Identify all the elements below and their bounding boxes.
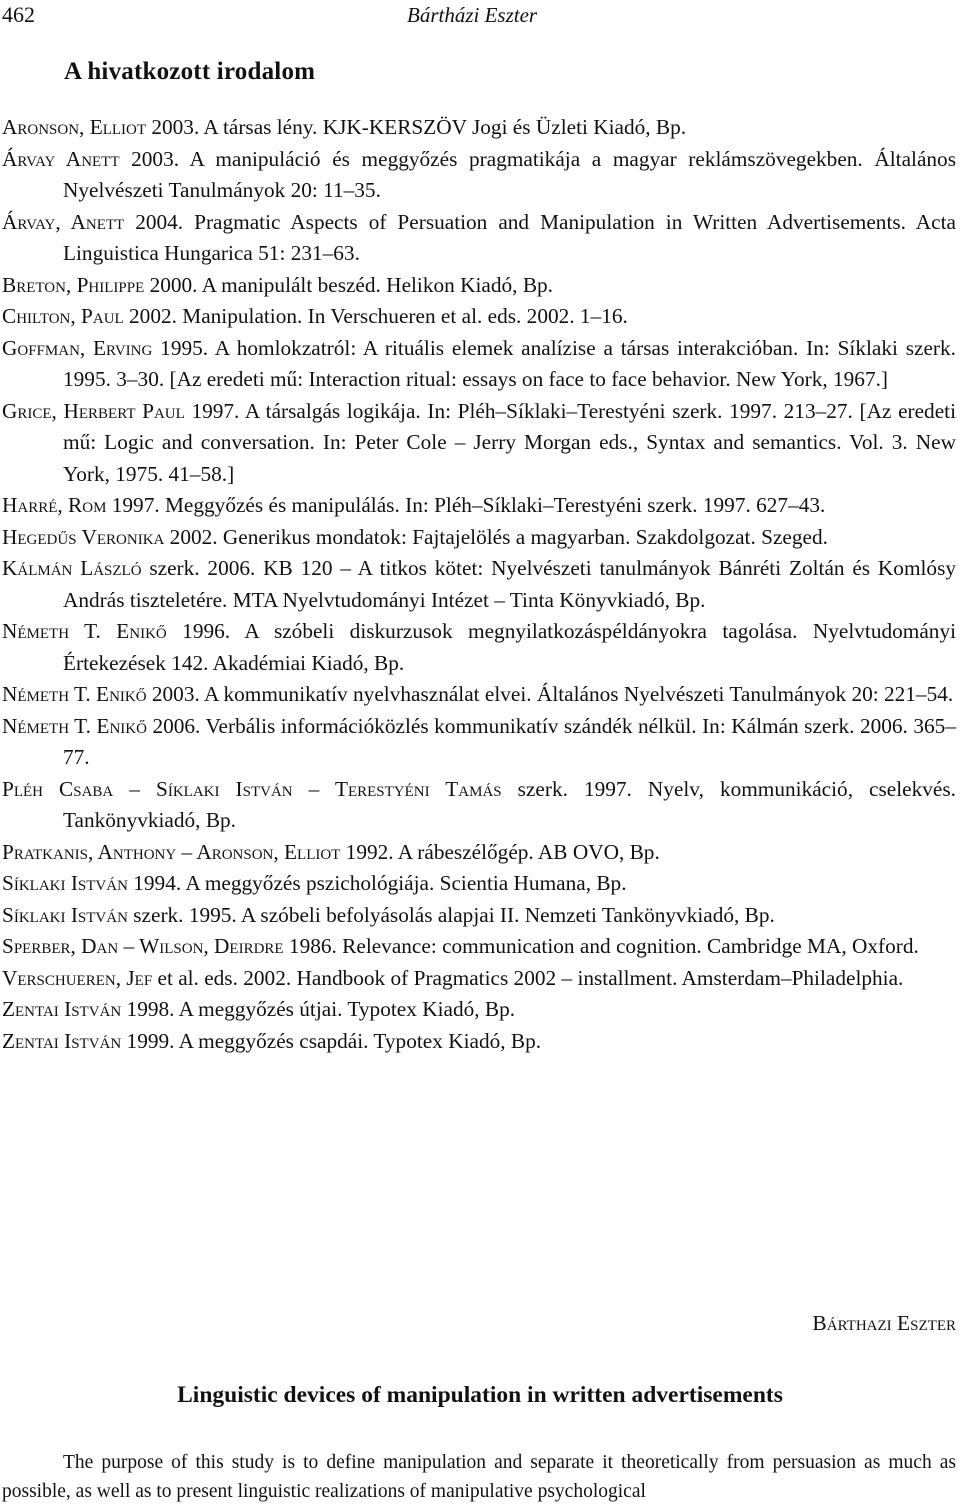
reference-text: 2000. A manipulált beszéd. Helikon Kiadó, Bp. — [144, 272, 553, 297]
reference-text: 2002. Manipulation. In Verschueren et al. eds. 2002. 1–16. — [123, 304, 628, 328]
page-number: 462 — [2, 2, 35, 27]
reference-author: Goffman, Erving — [2, 335, 153, 360]
reference-author: Pléh Csaba – Síklaki István – Terestyéni Tamás — [2, 776, 502, 801]
reference-item — [2, 868, 956, 900]
reference-item — [2, 396, 956, 491]
reference-text: 1998. A meggyőzés útjai. Typotex Kiadó, Bp. — [121, 997, 516, 1021]
page-header — [0, 0, 960, 32]
reference-item — [2, 301, 956, 333]
reference-text: 2003. A társas lény. KJK-KERSZÖV Jogi és Üzleti Kiadó, Bp. — [146, 115, 687, 139]
reference-text: szerk. 1997. Nyelv, kommunikáció, cselekvés. Tankönyvkiadó, Bp. — [63, 776, 956, 832]
reference-item — [2, 931, 956, 963]
reference-text: szerk. 2006. KB 120 – A titkos kötet: Nyelvészeti tanulmányok Bánréti Zoltán és Komlósy András tiszteletére. MTA Nyelvtudományi Intézet – Tinta Könyvkiadó, Bp. — [63, 556, 957, 612]
reference-author: Verschueren, Jef — [2, 965, 153, 990]
reference-text: 1995. A homlokzatról: A rituális elemek analízise a társas interakcióban. In: Síklaki szerk. 1995. 3–30. [Az eredeti mű: Interaction ritual: essays on face to face behavior. New York, 1967.] — [63, 335, 956, 391]
reference-text: 1986. Relevance: communication and cognition. Cambridge MA, Oxford. — [283, 934, 919, 958]
reference-text: 1992. A rábeszélőgép. AB OVO, Bp. — [340, 839, 660, 864]
abstract-title: Linguistic devices of manipulation in written advertisements — [177, 1382, 783, 1408]
reference-text: 2006. Verbális információközlés kommunikatív szándék nélkül. In: Kálmán szerk. 2006. 365–77. — [63, 713, 956, 769]
reference-author: Árvay, Anett — [2, 209, 125, 234]
reference-author: Síklaki István — [2, 902, 128, 927]
reference-author: Grice, Herbert Paul — [2, 398, 185, 423]
reference-item — [2, 112, 956, 144]
reference-item — [2, 994, 956, 1026]
reference-author: Sperber, Dan – Wilson, Deirdre — [2, 934, 284, 958]
reference-item — [2, 774, 956, 837]
reference-text: 1994. A meggyőzés pszichológiája. Scientia Humana, Bp. — [127, 871, 627, 895]
reference-item — [2, 207, 956, 270]
author-signature: Bárthazi Eszter — [812, 1311, 956, 1335]
reference-author: Németh T. Enikő — [2, 682, 147, 706]
reference-author: Zentai István — [2, 997, 122, 1021]
reference-author: Breton, Philippe — [2, 272, 145, 297]
section-title: A hivatkozott irodalom — [64, 58, 316, 85]
reference-item — [2, 679, 956, 711]
reference-author: Pratkanis, Anthony – Aronson, Elliot — [2, 839, 341, 864]
reference-item — [2, 522, 956, 554]
reference-item — [2, 553, 956, 616]
reference-item — [2, 270, 956, 302]
reference-author: Síklaki István — [2, 871, 128, 895]
reference-author: Harré, Rom — [2, 493, 107, 517]
reference-item — [2, 963, 956, 995]
reference-text: 1997. A társalgás logikája. In: Pléh–Síklaki–Terestyéni szerk. 1997. 213–27. [Az eredeti mű: Logic and conversation. In: Peter Cole – Jerry Morgan eds., Syntax and semantics. Vol. 3. New York, 1975. 41–58.] — [63, 398, 956, 486]
reference-author: Chilton, Paul — [2, 304, 124, 328]
reference-text: szerk. 1995. A szóbeli befolyásolás alapjai II. Nemzeti Tankönyvkiadó, Bp. — [127, 902, 775, 927]
abstract-text: The purpose of this study is to define manipulation and separate it theoretically from persuasion as much as possible, as well as to present linguistic realizations of manipulative psychological — [2, 1452, 956, 1502]
reference-list — [2, 112, 956, 1057]
reference-text: 2004. Pragmatic Aspects of Persuation and Manipulation in Written Advertisements. Acta Linguistica Hungarica 51: 231–63. — [63, 209, 956, 265]
reference-item — [2, 900, 956, 932]
reference-author: Aronson, Elliot — [2, 115, 147, 139]
reference-author: Kálmán László — [2, 556, 142, 580]
reference-item — [2, 490, 956, 522]
reference-author: Zentai István — [2, 1028, 122, 1053]
reference-text: 2003. A manipuláció és meggyőzés pragmatikája a magyar reklámszövegekben. Általános Nyelvészeti Tanulmányok 20: 11–35. — [63, 146, 956, 202]
reference-text: 1999. A meggyőzés csapdái. Typotex Kiadó, Bp. — [121, 1028, 542, 1053]
reference-item — [2, 711, 956, 774]
reference-text: 1996. A szóbeli diskurzusok megnyilatkozáspéldányokra tagolása. Nyelvtudományi Értekezések 142. Akadémiai Kiadó, Bp. — [63, 619, 957, 675]
reference-text: et al. eds. 2002. Handbook of Pragmatics 2002 – installment. Amsterdam–Philadelphia. — [152, 965, 904, 990]
reference-item — [2, 616, 956, 679]
reference-author: Németh T. Enikő — [2, 619, 167, 643]
reference-author: Hegedűs Veronika — [2, 524, 165, 549]
reference-item — [2, 1026, 956, 1058]
running-head: Bártházi Eszter — [407, 3, 538, 27]
reference-text: 2002. Generikus mondatok: Fajtajelölés a magyarban. Szakdolgozat. Szeged. — [164, 524, 828, 549]
reference-text: 2003. A kommunikatív nyelvhasználat elvei. Általános Nyelvészeti Tanulmányok 20: 221–54. — [146, 682, 954, 706]
reference-author: Árvay Anett — [2, 146, 120, 171]
reference-author: Németh T. Enikő — [2, 713, 147, 738]
reference-text: 1997. Meggyőzés és manipulálás. In: Pléh–Síklaki–Terestyéni szerk. 1997. 627–43. — [106, 493, 826, 517]
reference-item — [2, 333, 956, 396]
reference-item — [2, 144, 956, 207]
reference-item — [2, 837, 956, 869]
